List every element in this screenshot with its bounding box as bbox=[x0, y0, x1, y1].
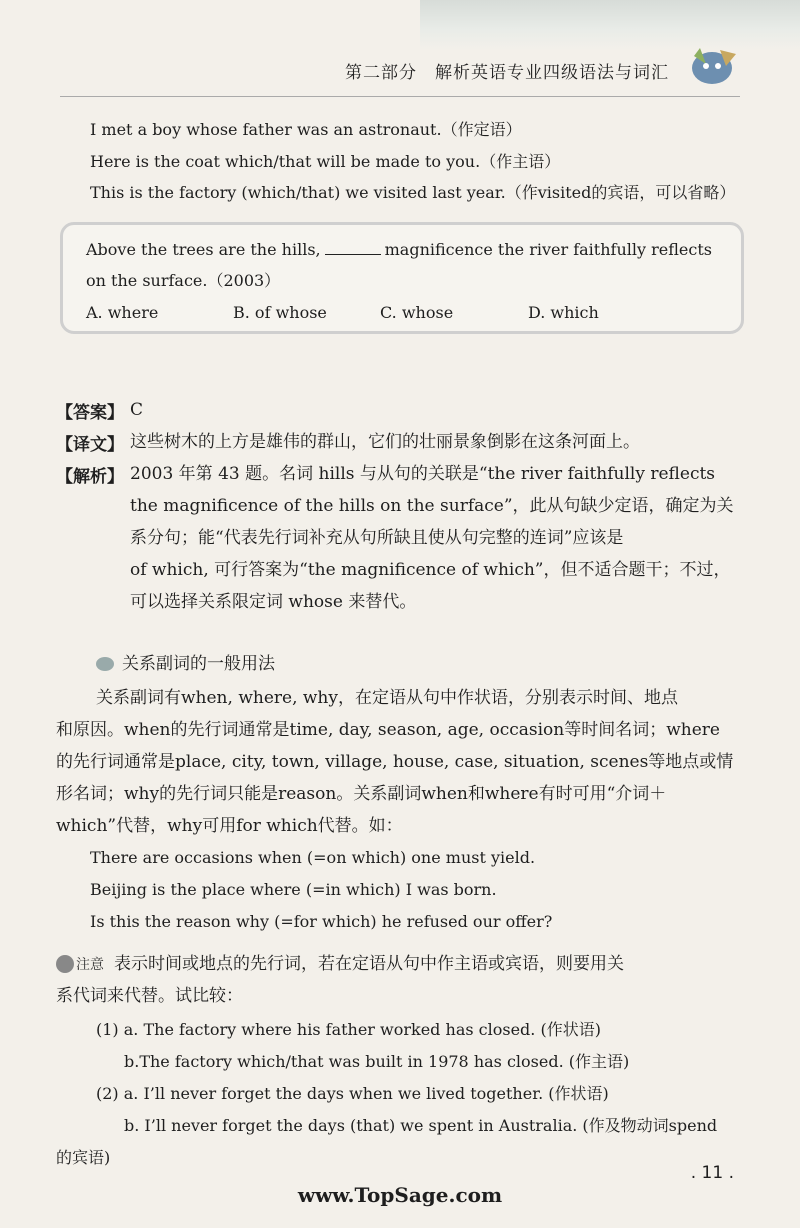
note-icon bbox=[56, 955, 74, 973]
analysis-line: 2003 年第 43 题。名词 hills 与从句的关联是“the river faithfully reflects bbox=[130, 464, 716, 484]
section-line: which”代替，why可用for which代替。如： bbox=[56, 816, 403, 836]
option-c: C. whose bbox=[380, 303, 454, 322]
example-line: There are occasions when (=on which) one must yield. bbox=[90, 848, 536, 867]
translation-text: 这些树木的上方是雄伟的群山，它们的壮丽景象倒影在这条河面上。 bbox=[130, 432, 640, 452]
question-part1: Above the trees are the hills, bbox=[86, 240, 321, 259]
section-bullet-icon bbox=[96, 657, 114, 671]
header-rule bbox=[60, 96, 740, 97]
question-part2: magnificence the river faithfully reflects bbox=[384, 240, 712, 259]
section-line: 关系副词有when, where, why，在定语从句中作状语，分别表示时间、地点 bbox=[96, 688, 678, 708]
example-line: Is this the reason why (=for which) he refused our offer? bbox=[90, 912, 553, 931]
exercise-question-line2: on the surface.（2003） bbox=[86, 271, 281, 290]
analysis-line: of which, 可行答案为“the magnificence of which”，但不适合题干；不过， bbox=[130, 560, 731, 580]
note-line1 bbox=[56, 954, 624, 975]
example-line: Beijing is the place where (=in which) I was born. bbox=[90, 880, 497, 899]
option-d: D. which bbox=[528, 303, 599, 322]
section-heading bbox=[96, 654, 275, 674]
analysis-line: 可以选择关系限定词 whose 来替代。 bbox=[130, 592, 417, 612]
example-line: This is the factory (which/that) we visited last year.（作visited的宾语，可以省略） bbox=[90, 183, 736, 202]
answer-blank bbox=[325, 240, 381, 255]
option-b: B. of whose bbox=[233, 303, 327, 322]
compare-line: (1) a. The factory where his father worked has closed. (作状语) bbox=[96, 1020, 601, 1039]
exercise-question-line1 bbox=[86, 240, 712, 260]
site-watermark: www.TopSage.com bbox=[297, 1183, 503, 1207]
analysis-line: the magnificence of the hills on the surface”，此从句缺少定语，确定为关 bbox=[130, 496, 734, 516]
mascot-icon bbox=[680, 36, 744, 92]
section-line: 和原因。when的先行词通常是time, day, season, age, occasion等时间名词；where bbox=[56, 720, 720, 740]
answer-label: 【答案】 bbox=[56, 403, 124, 423]
section-line: 形名词；why的先行词只能是reason。关系副词when和where有时可用“介词＋ bbox=[56, 784, 667, 804]
note-line2: 系代词来代替。试比较： bbox=[56, 986, 243, 1006]
translation-label: 【译文】 bbox=[56, 435, 124, 455]
compare-line: b. I’ll never forget the days (that) we spent in Australia. (作及物动词spend bbox=[124, 1116, 718, 1135]
running-header-title: 第二部分 解析英语专业四级语法与词汇 bbox=[345, 63, 669, 83]
analysis-line: 系分句；能“代表先行词补充从句所缺且使从句完整的连词”应该是 bbox=[130, 528, 624, 548]
analysis-label: 【解析】 bbox=[56, 467, 124, 487]
compare-line: (2) a. I’ll never forget the days when we lived together. (作状语) bbox=[96, 1084, 609, 1103]
note-badge-label: 注意 bbox=[76, 957, 104, 973]
example-line: Here is the coat which/that will be made to you.（作主语） bbox=[90, 152, 561, 171]
section-line: 的先行词通常是place, city, town, village, house, case, situation, scenes等地点或情 bbox=[56, 752, 734, 772]
compare-line: b.The factory which/that was built in 1978 has closed. (作主语) bbox=[124, 1052, 630, 1071]
option-a: A. where bbox=[86, 303, 159, 322]
example-line: I met a boy whose father was an astronaut.（作定语） bbox=[90, 120, 522, 139]
note-badge bbox=[56, 955, 104, 975]
section-title: 关系副词的一般用法 bbox=[122, 654, 275, 674]
compare-line: 的宾语) bbox=[56, 1148, 111, 1167]
answer-text: C bbox=[130, 400, 144, 420]
page-number: . 11 . bbox=[690, 1163, 734, 1183]
note-text: 表示时间或地点的先行词，若在定语从句中作主语或宾语，则要用关 bbox=[114, 954, 624, 974]
